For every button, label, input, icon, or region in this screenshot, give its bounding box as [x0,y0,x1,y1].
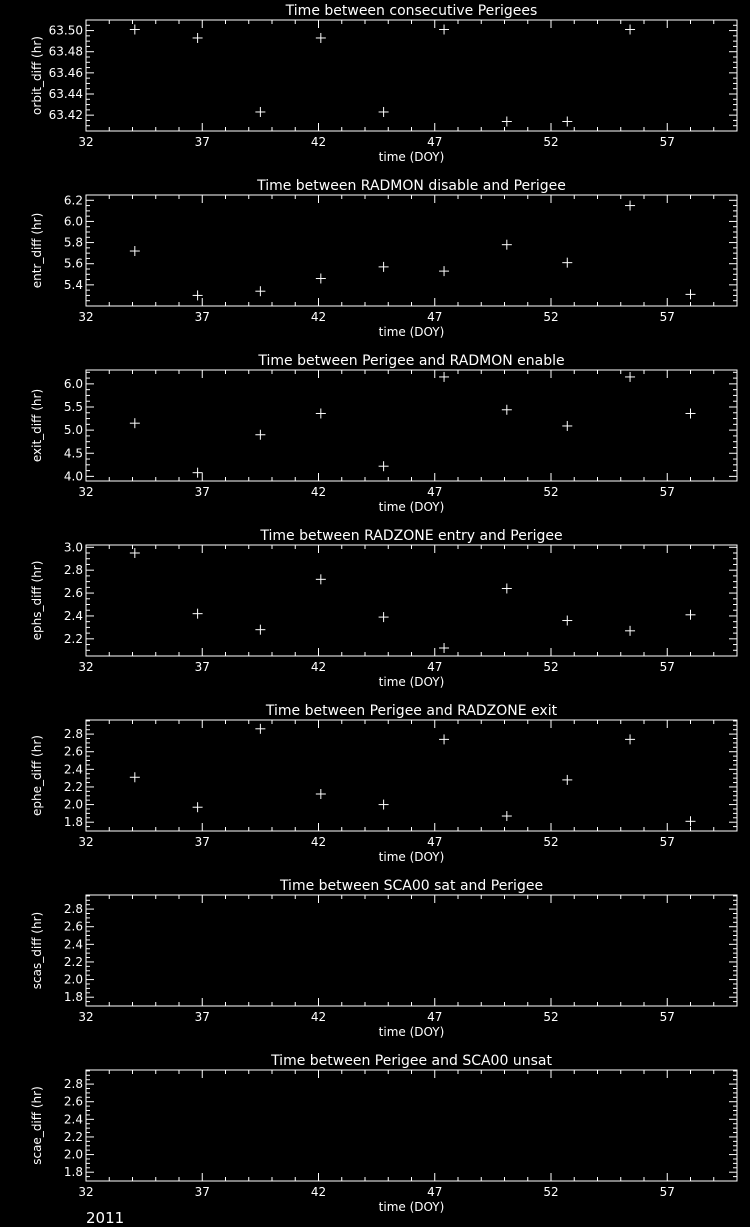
y-tick-label: 2.6 [63,1094,83,1109]
y-axis-label: scas_diff (hr) [30,911,44,990]
data-point [562,616,572,626]
y-axis-label: exit_diff (hr) [30,388,44,463]
data-point [625,626,635,636]
data-point [439,25,449,35]
x-tick-label: 52 [543,1185,559,1199]
data-point [255,625,265,635]
data-point [130,25,140,35]
x-tick-label: 47 [427,485,443,499]
x-tick-label: 52 [543,660,559,674]
data-point [379,612,389,622]
x-tick-label: 52 [543,485,559,499]
x-tick-label: 47 [427,660,443,674]
x-tick-label: 37 [194,310,210,324]
x-tick-label: 42 [310,135,327,149]
y-tick-label: 2.2 [63,1129,83,1144]
y-tick-label: 4.0 [63,469,83,484]
data-point [130,246,140,256]
data-point [686,816,696,826]
y-tick-label: 5.5 [63,400,83,414]
data-point [562,258,572,268]
chart-title: Time between Perigee and RADMON enable [258,353,565,369]
x-tick-label: 47 [427,135,443,149]
y-tick-label: 6.2 [63,193,83,208]
data-point [316,33,326,43]
y-tick-label: 2.2 [63,631,83,646]
x-tick-label: 47 [427,1010,443,1024]
y-tick-label: 4.5 [63,446,83,461]
y-tick-label: 5.8 [63,235,83,250]
x-tick-label: 57 [659,660,675,674]
x-tick-label: 57 [659,310,675,324]
x-tick-label: 57 [659,135,675,149]
y-tick-label: 2.6 [63,744,83,759]
data-point [502,405,512,415]
x-tick-label: 57 [659,1185,675,1199]
data-point [193,33,203,43]
y-tick-label: 2.0 [63,1147,83,1162]
data-point [439,734,449,744]
data-point [625,734,635,744]
chart-panel-7 [30,1053,737,1214]
y-tick-label: 2.2 [63,779,83,794]
y-tick-label: 2.4 [63,937,83,952]
chart-panel-6 [30,878,737,1039]
data-point [193,468,203,478]
y-tick-label: 3.0 [63,540,83,555]
x-tick-label: 47 [427,1185,443,1199]
data-point [502,583,512,593]
plot-frame [86,720,737,831]
y-tick-label: 2.6 [63,586,83,601]
data-point [379,262,389,272]
x-axis-label: time (DOY) [378,325,445,339]
chart-panel-4 [30,528,737,689]
x-axis-label: time (DOY) [378,850,445,864]
year-label: 2011 [86,1209,125,1227]
x-tick-label: 57 [659,1010,675,1024]
y-tick-label: 6.0 [63,214,83,229]
y-tick-label: 2.6 [63,919,83,934]
y-tick-label: 2.0 [63,797,83,812]
x-tick-label: 42 [310,660,327,674]
y-tick-label: 2.8 [63,563,83,578]
data-point [316,789,326,799]
x-axis-label: time (DOY) [378,1025,445,1039]
data-point [379,800,389,810]
x-tick-label: 42 [310,1185,327,1199]
data-point [562,421,572,431]
chart-panel-3 [30,353,737,514]
y-axis-label: scae_diff (hr) [30,1086,44,1165]
data-point [316,274,326,284]
x-tick-label: 57 [659,485,675,499]
x-tick-label: 47 [427,310,443,324]
x-tick-label: 52 [543,135,559,149]
y-tick-label: 63.46 [48,65,83,80]
data-point [686,289,696,299]
data-point [130,418,140,428]
x-tick-label: 32 [78,1010,94,1024]
x-axis-label: time (DOY) [378,150,445,164]
plot-frame [86,895,737,1006]
y-tick-label: 2.4 [63,608,83,623]
data-point [130,772,140,782]
chart-panel-2 [30,178,737,339]
y-tick-label: 5.4 [63,277,83,292]
chart-title: Time between Perigee and SCA00 unsat [271,1053,552,1069]
x-axis-label: time (DOY) [378,675,445,689]
data-point [255,107,265,117]
y-tick-label: 6.0 [63,376,83,391]
x-tick-label: 52 [543,310,559,324]
x-axis-label: time (DOY) [378,500,445,514]
x-tick-label: 52 [543,1010,559,1024]
data-point [686,408,696,418]
y-tick-label: 5.6 [63,256,83,271]
plot-frame [86,370,737,481]
y-tick-label: 1.8 [63,1165,83,1180]
chart-title: Time between RADZONE entry and Perigee [260,528,563,544]
x-tick-label: 32 [78,660,94,674]
plot-frame [86,1070,737,1181]
data-point [130,548,140,558]
data-point [502,116,512,126]
y-tick-label: 63.44 [48,87,83,101]
x-tick-label: 37 [194,1185,210,1199]
x-tick-label: 37 [194,485,210,499]
data-point [625,25,635,35]
y-axis-label: ephe_diff (hr) [30,735,44,816]
x-tick-label: 32 [78,135,94,149]
x-tick-label: 37 [194,835,210,849]
y-tick-label: 2.2 [63,954,83,969]
data-point [625,201,635,211]
data-point [379,107,389,117]
y-tick-label: 5.0 [63,423,83,438]
x-tick-label: 37 [194,135,210,149]
plot-frame [86,20,737,131]
data-point [316,574,326,584]
chart-title: Time between RADMON disable and Perigee [257,178,566,194]
chart-title: Time between consecutive Perigees [285,3,538,19]
plot-frame [86,545,737,656]
x-tick-label: 32 [78,485,94,499]
data-point [439,372,449,382]
plot-frame [86,195,737,306]
data-point [502,240,512,250]
y-tick-label: 2.8 [63,902,83,917]
y-tick-label: 1.8 [63,815,83,830]
y-axis-label: orbit_diff (hr) [30,36,44,115]
y-tick-label: 1.8 [63,990,83,1005]
data-point [379,461,389,471]
x-tick-label: 52 [543,835,559,849]
y-tick-label: 2.8 [63,1077,83,1092]
chart-title: Time between Perigee and RADZONE exit [265,703,558,719]
data-point [439,266,449,276]
data-point [316,408,326,418]
data-point [255,286,265,296]
x-tick-label: 42 [310,1010,327,1024]
data-point [625,372,635,382]
x-axis-label: time (DOY) [378,1200,445,1214]
x-tick-label: 32 [78,835,94,849]
y-axis-label: entr_diff (hr) [30,212,44,289]
x-tick-label: 37 [194,660,210,674]
x-tick-label: 32 [78,1185,94,1199]
x-tick-label: 47 [427,835,443,849]
data-point [255,724,265,734]
data-point [562,116,572,126]
data-point [193,290,203,300]
y-tick-label: 63.42 [48,108,83,123]
y-tick-label: 2.4 [63,1112,83,1127]
data-point [562,775,572,785]
data-point [255,430,265,440]
x-tick-label: 42 [310,835,327,849]
y-tick-label: 2.0 [63,972,83,987]
chart-panel-5 [30,703,737,864]
data-point [193,609,203,619]
x-tick-label: 42 [310,310,327,324]
y-tick-label: 63.50 [48,23,83,38]
x-tick-label: 42 [310,485,327,499]
y-tick-label: 2.4 [63,762,83,777]
y-axis-label: ephs_diff (hr) [30,560,44,641]
y-tick-label: 2.8 [63,727,83,742]
x-tick-label: 37 [194,1010,210,1024]
data-point [502,811,512,821]
x-tick-label: 32 [78,310,94,324]
chart-panel-1 [30,3,737,164]
chart-title: Time between SCA00 sat and Perigee [279,878,544,894]
data-point [686,610,696,620]
data-point [193,802,203,812]
y-tick-label: 63.48 [48,44,83,59]
data-point [439,643,449,653]
x-tick-label: 57 [659,835,675,849]
